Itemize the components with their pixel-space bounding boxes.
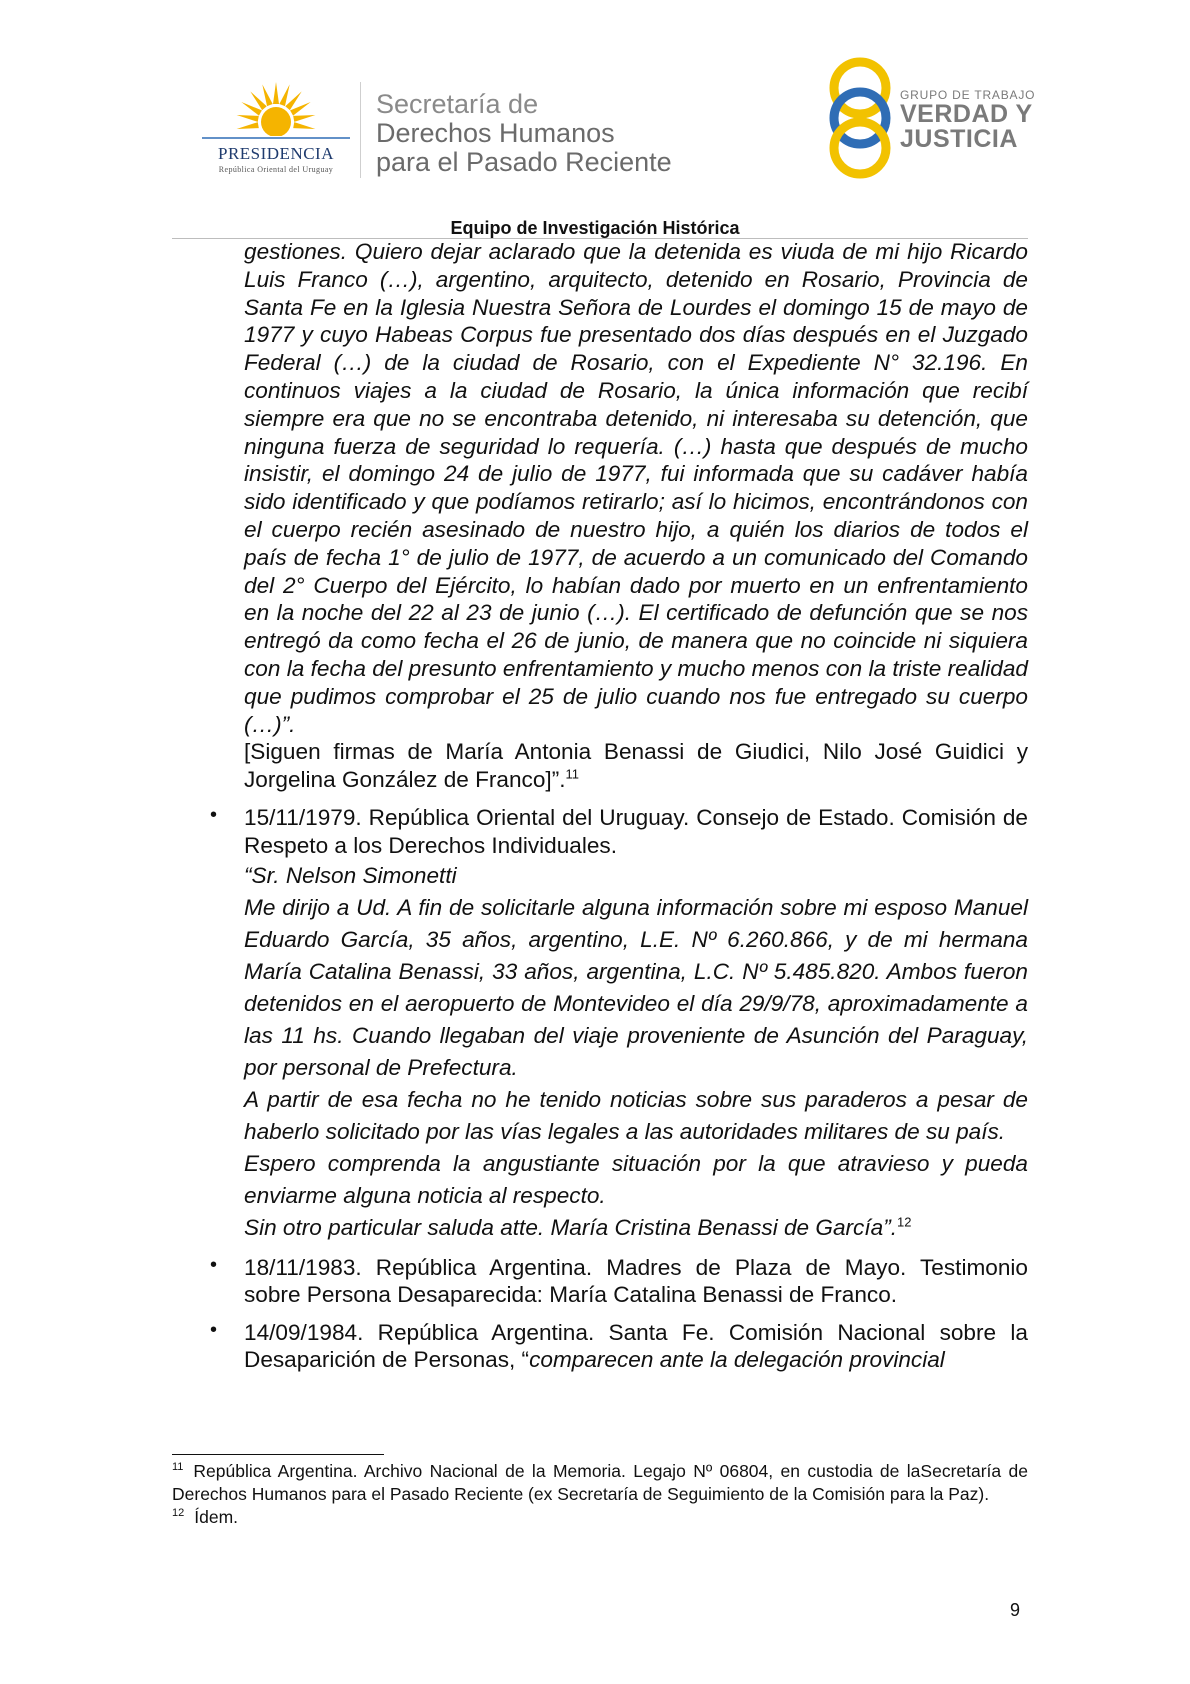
secretaria-logo-text <box>376 90 672 177</box>
presidencia-subtitle: República Oriental del Uruguay <box>218 165 334 174</box>
secretaria-line-2: Derechos Humanos <box>376 118 615 148</box>
footnote-number: 12 <box>172 1507 185 1520</box>
item-2-text: • 18/11/1983. República Argentina. Madres de Plaza de Mayo. Testimonio sobre Persona Desaparecida: María Catalina Benassi de Franco. <box>244 1254 1028 1308</box>
letter-paragraph: A partir de esa fecha no he tenido noticias sobre sus paraderos a pesar de haberlo solicitado por las vías legales a las autoridades militares de su país. <box>244 1086 1028 1144</box>
footnote-text: Ídem. <box>194 1507 239 1527</box>
letter-closing-text: Sin otro particular saluda atte. María Cristina Benassi de García”. <box>244 1214 898 1240</box>
document-body <box>244 238 1028 1374</box>
grupo-label: GRUPO DE TRABAJO <box>900 88 1036 102</box>
grupo-title-line-2: JUSTICIA <box>900 125 1018 153</box>
item-3-plain: 14/09/1984. República Argentina. Santa Fe. Comisión Nacional sobre la Desaparición de Personas, “ <box>244 1319 1028 1373</box>
sun-icon <box>196 82 356 152</box>
item-3-italic: comparecen ante la delegación provincial <box>529 1347 945 1373</box>
page-number: 9 <box>1010 1600 1021 1620</box>
footnote-ref-11: 11 <box>565 766 579 782</box>
footnote <box>172 1460 1028 1506</box>
section-title: Equipo de Investigación Histórica <box>450 218 740 238</box>
testimony-quote: gestiones. Quiero dejar aclarado que la detenida es viuda de mi hijo Ricardo Luis Franco (…), argentino, arquitecto, detenido en Rosario, Provincia de Santa Fe en la Iglesia Nuestra Señora de Lourdes el domingo 15 de mayo de 1977 y cuyo Habeas Corpus fue presentado dos días después en el Juzgado Federal (…) de la ciudad de Rosario, con el Expediente N° 32.196. En continuos viajes a la ciudad de Rosario, la única información que recibí siempre era que no se encontraba detenido, ni interesaba su detención, que ninguna fuerza de seguridad lo requería. (…) hasta que después de mucho insistir, el domingo 24 de julio de 1977, fui informada que su cadáver había sido identificado y que podíamos retirarlo; así lo hicimos, encontrándonos con el cuerpo recién asesinado de nuestro hijo, a quién los diarios de todos el país de fecha 1° de julio de 1977, de acuerdo a un comunicado del Comando del 2° Cuerpo del Ejército, lo habían dado por muerto en un enfrentamiento en la noche del 22 al 23 de junio (…). El certificado de defunción que se nos entregó da como fecha el 26 de junio, de manera que no coincide ni siquiera con la fecha del presunto enfrentamiento y mucho menos con la triste realidad que pudimos comprobar el 25 de julio cuando nos fue entregado su cuerpo (…)”. <box>244 239 1028 737</box>
grupo-title-line-1: VERDAD Y <box>900 100 1033 128</box>
footnote-ref-12: 12 <box>897 1214 912 1229</box>
item-3-text <box>244 1319 1028 1374</box>
footnote-divider <box>172 1454 384 1455</box>
verdad-justicia-text <box>900 88 1035 152</box>
footnote-number: 11 <box>172 1461 184 1474</box>
item-1-heading: • 15/11/1979. República Oriental del Uruguay. Consejo de Estado. Comisión de Respeto a los Derechos Individuales. <box>244 804 1028 858</box>
letter-closing <box>244 1212 1028 1244</box>
footnote <box>172 1506 1028 1529</box>
secretaria-line-1: Secretaría de <box>376 89 539 119</box>
footnote-text: República Argentina. Archivo Nacional de la Memoria. Legajo Nº 06804, en custodia de laSecretaría de Derechos Humanos para el Pasado Reciente (ex Secretaría de Seguimiento de la Comisión para la Paz). <box>172 1461 1028 1504</box>
list-item <box>244 1319 1028 1374</box>
letter-salutation: “Sr. Nelson Simonetti <box>244 862 457 888</box>
secretaria-line-3: para el Pasado Reciente <box>376 147 672 177</box>
signatures-paragraph <box>244 738 1028 794</box>
header-separator <box>360 82 361 178</box>
list-item <box>244 804 1028 1244</box>
item-1-letter <box>244 860 1028 1244</box>
grupo-title <box>900 102 1035 152</box>
letter-paragraph: Espero comprenda la angustiante situación por la que atravieso y pueda enviarme alguna noticia al respecto. <box>244 1150 1028 1208</box>
list-item <box>244 1254 1028 1309</box>
letter-paragraph: Me dirijo a Ud. A fin de solicitarle alguna información sobre mi esposo Manuel Eduardo García, 35 años, argentino, L.E. Nº 6.260.866, y de mi hermana María Catalina Benassi, 33 años, argentina, L.C. Nº 5.485.820. Ambos fueron detenidos en el aeropuerto de Montevideo el día 29/9/78, aproximadamente a las 11 hs. Cuando llegaban del viaje proveniente de Asunción del Paraguay, por personal de Prefectura. <box>244 894 1028 1080</box>
footnotes <box>172 1460 1028 1529</box>
signatures-text: [Siguen firmas de María Antonia Benassi de Giudici, Nilo José Guidici y Jorgelina González de Franco]”. <box>244 739 1028 793</box>
presidencia-name: PRESIDENCIA <box>217 144 334 163</box>
